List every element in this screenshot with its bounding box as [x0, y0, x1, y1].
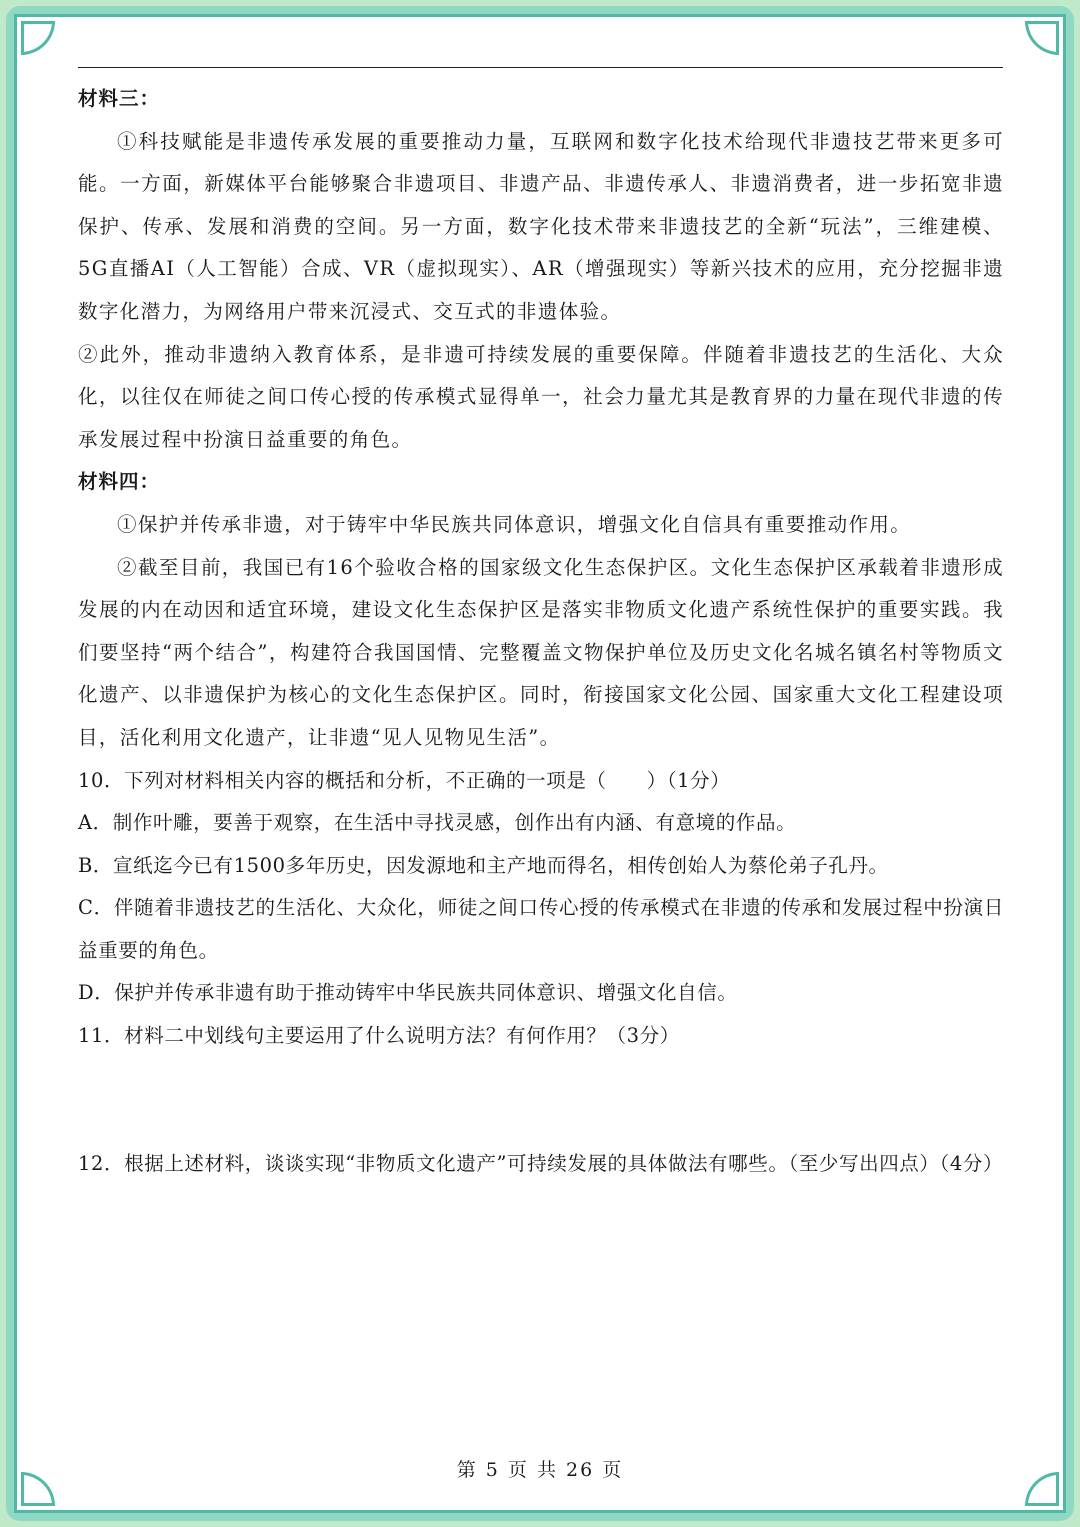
- material-3-paragraph-2: ②此外，推动非遗纳入教育体系，是非遗可持续发展的重要保障。伴随着非遗技艺的生活化、大众化，以往仅在师徒之间口传心授的传承模式显得单一，社会力量尤其是教育界的力量在现代非遗的传承发展过程中扮演日益重要的角色。: [78, 342, 1004, 451]
- question-12: 12．根据上述材料，谈谈实现“非物质文化遗产”可持续发展的具体做法有哪些。（至少写出四点）（4分）: [78, 1151, 1004, 1175]
- question-11: 11．材料二中划线句主要运用了什么说明方法？有何作用？（3分）: [78, 1024, 680, 1048]
- question-10-option-a: A．制作叶雕，要善于观察，在生活中寻找灵感，创作出有内涵、有意境的作品。: [78, 811, 797, 835]
- document-body: [78, 78, 1004, 1185]
- material-4-paragraph-1: ①保护并传承非遗，对于铸牢中华民族共同体意识，增强文化自信具有重要推动作用。: [117, 512, 912, 536]
- question-10-option-d: D．保护并传承非遗有助于推动铸牢中华民族共同体意识、增强文化自信。: [78, 981, 738, 1005]
- answer-space-11: [78, 1058, 1004, 1143]
- page-number-footer: 第 5 页 共 26 页: [456, 1459, 624, 1481]
- material-3-heading: 材料三：: [78, 87, 161, 110]
- question-10-option-b: B．宣纸迄今已有1500多年历史，因发源地和主产地而得名，相传创始人为蔡伦弟子孔丹。: [78, 853, 889, 877]
- material-4-heading: 材料四：: [78, 470, 161, 494]
- question-10-stem: 10．下列对材料相关内容的概括和分析，不正确的一项是（ ）（1分）: [78, 768, 731, 792]
- material-3-paragraph-1: ①科技赋能是非遗传承发展的重要推动力量，互联网和数字化技术给现代非遗技艺带来更多可能。一方面，新媒体平台能够聚合非遗项目、非遗产品、非遗传承人、非遗消费者，进一步拓宽非遗保护、传承、发展和消费的空间。另一方面，数字化技术带来非遗技艺的全新“玩法”，三维建模、5G直播AI（人工智能）合成、VR（虚拟现实）、AR（增强现实）等新兴技术的应用，充分挖掘非遗数字化潜力，为网络用户带来沉浸式、交互式的非遗体验。: [78, 129, 1004, 323]
- header-rule: [78, 67, 1003, 68]
- question-10-option-c: C．伴随着非遗技艺的生活化、大众化，师徒之间口传心授的传承模式在非遗的传承和发展过程中扮演日益重要的角色。: [78, 896, 1004, 962]
- material-4-paragraph-2: ②截至目前，我国已有16个验收合格的国家级文化生态保护区。文化生态保护区承载着非遗形成发展的内在动因和适宜环境，建设文化生态保护区是落实非物质文化遗产系统性保护的重要实践。我们要坚持“两个结合”，构建符合我国国情、完整覆盖文物保护单位及历史文化名城名镇名村等物质文化遗产、以非遗保护为核心的文化生态保护区。同时，衔接国家文化公园、国家重大文化工程建设项目，活化利用文化遗产，让非遗“见人见物见生活”。: [78, 555, 1004, 749]
